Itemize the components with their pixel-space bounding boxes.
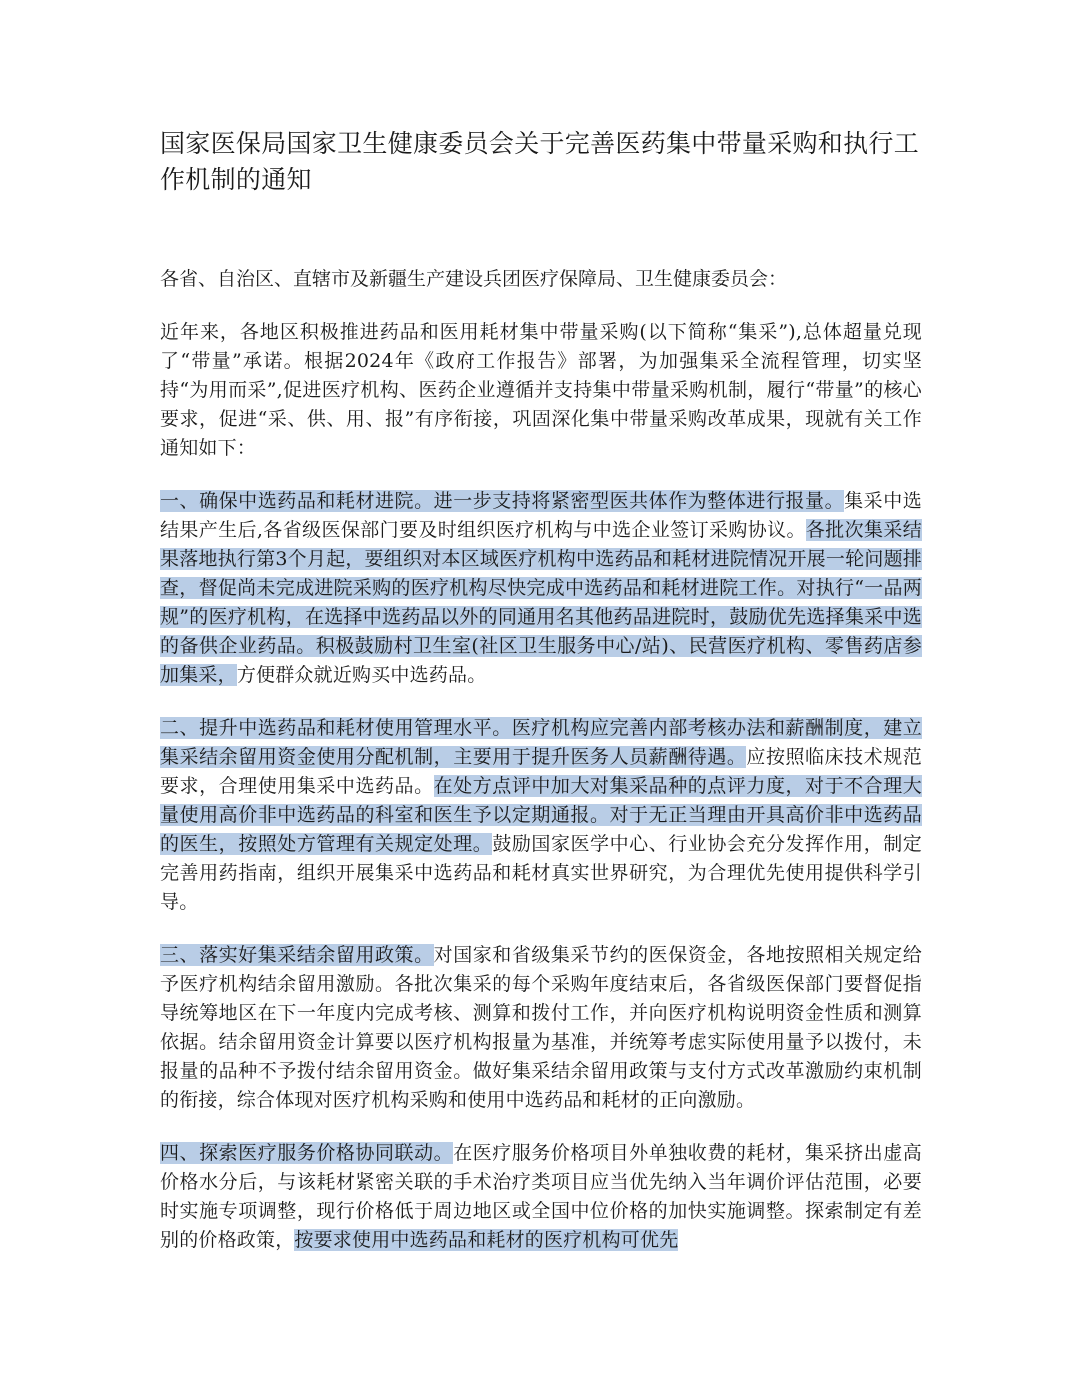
highlighted-text: 在处方点评中加大对集采品种的点评力度，对于不合理大量使用高价非中选药品的科室和医生予以定期通报。对于无正当理由开具高价非中选药品的医生，按照处方管理有关规定处理。: [160, 775, 922, 855]
highlighted-text: 按要求使用中选药品和耗材的医疗机构可优先: [294, 1229, 679, 1251]
highlighted-text: 四、探索医疗服务价格协同联动。: [160, 1142, 454, 1164]
plain-text: 在医疗服务价格项目外单独收费的耗材，集采挤出虚高价格水分后，与该耗材紧密关联的手术治疗类项目应当优先纳入当年调价评估范围，必要时实施专项调整，现行价格低于周边地区或全国中位价格的加快实施调整。探索制定有差别的价格政策，: [160, 1142, 922, 1251]
highlighted-text: 二、提升中选药品和耗材使用管理水平。医疗机构应完善内部考核办法和薪酬制度，建立集采结余留用资金使用分配机制，主要用于提升医务人员薪酬待遇。: [160, 717, 922, 768]
section-2-paragraph: [160, 714, 922, 917]
highlighted-text: 各批次集采结果落地执行第3个月起，要组织对本区域医疗机构中选药品和耗材进院情况开展一轮问题排查，督促尚未完成进院采购的医疗机构尽快完成中选药品和耗材进院工作。对执行“一品两规”的医疗机构，在选择中选药品以外的同通用名其他药品进院时，鼓励优先选择集采中选的备供企业药品。积极鼓励村卫生室(社区卫生服务中心/站)、民营医疗机构、零售药店参加集采，: [160, 519, 922, 686]
section-3-paragraph: [160, 941, 922, 1115]
salutation: 各省、自治区、直辖市及新疆生产建设兵团医疗保障局、卫生健康委员会：: [160, 268, 788, 290]
highlighted-text: 三、落实好集采结余留用政策。: [160, 944, 434, 966]
highlighted-text: 一、确保中选药品和耗材进院。进一步支持将紧密型医共体作为整体进行报量。: [160, 490, 845, 512]
plain-text: 应按照临床技术规范要求，合理使用集采中选药品。: [160, 746, 922, 797]
plain-text: 对国家和省级集采节约的医保资金，各地按照相关规定给予医疗机构结余留用激励。各批次集采的每个采购年度结束后，各省级医保部门要督促指导统筹地区在下一年度内完成考核、测算和拨付工作，并向医疗机构说明资金性质和测算依据。结余留用资金计算要以医疗机构报量为基准，并统筹考虑实际使用量予以拨付，未报量的品种不予拨付结余留用资金。做好集采结余留用政策与支付方式改革激励约束机制的衔接，综合体现对医疗机构采购和使用中选药品和耗材的正向激励。: [160, 944, 922, 1111]
section-1-paragraph: [160, 487, 922, 690]
document-page: [160, 126, 922, 1279]
document-title: 国家医保局国家卫生健康委员会关于完善医药集中带量采购和执行工作机制的通知: [160, 129, 920, 194]
section-4-paragraph: [160, 1139, 922, 1255]
plain-text: 集采中选结果产生后,各省级医保部门要及时组织医疗机构与中选企业签订采购协议。: [160, 490, 922, 541]
intro-paragraph: 近年来，各地区积极推进药品和医用耗材集中带量采购(以下简称“集采”),总体超量兑现了“带量”承诺。根据2024年《政府工作报告》部署，为加强集采全流程管理，切实坚持“为用而采”,促进医疗机构、医药企业遵循并支持集中带量采购机制，履行“带量”的核心要求，促进“采、供、用、报”有序衔接，巩固深化集中带量采购改革成果，现就有关工作通知如下：: [160, 321, 922, 459]
plain-text: 鼓励国家医学中心、行业协会充分发挥作用，制定完善用药指南，组织开展集采中选药品和耗材真实世界研究，为合理优先使用提供科学引导。: [160, 833, 923, 913]
plain-text: 方便群众就近购买中选药品。: [236, 664, 487, 686]
